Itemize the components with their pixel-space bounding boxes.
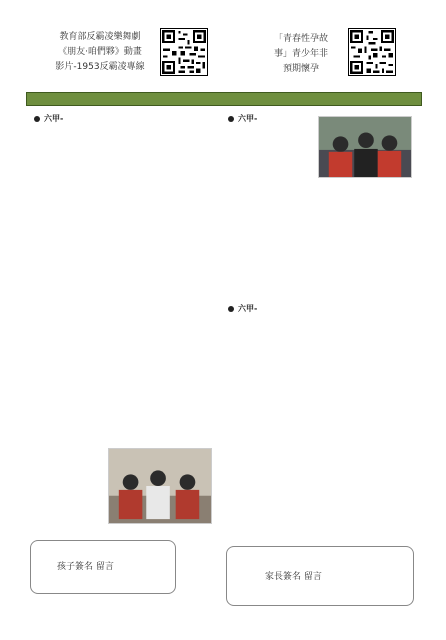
- bullet-icon: [34, 116, 40, 122]
- qr-code: [160, 28, 208, 76]
- section-heading-text: 六甲-: [238, 114, 258, 123]
- qr-caption-left-line: 教育部反霸凌樂舞劇: [59, 32, 141, 42]
- students-group-photo: [108, 448, 212, 524]
- section-body: [228, 316, 414, 534]
- qr-caption-right-line: 「青春性孕故: [273, 34, 328, 44]
- parent-signature-box[interactable]: [226, 546, 414, 606]
- students-photo: [318, 116, 412, 178]
- section-heading-text: 六甲-: [44, 114, 64, 123]
- section-heading: [228, 114, 257, 124]
- section-heading: [228, 304, 257, 314]
- qr-code: [348, 28, 396, 76]
- article-banner: [26, 92, 422, 106]
- child-signature-label: 孩子簽名 留言: [57, 562, 114, 572]
- bullet-icon: [228, 116, 234, 122]
- bullet-icon: [228, 306, 234, 312]
- parent-signature-label: 家長簽名 留言: [265, 572, 322, 582]
- qr-caption-right-line: 事」青少年非: [273, 49, 328, 59]
- qr-caption-right: [266, 32, 336, 77]
- section-heading-text: 六甲-: [238, 304, 258, 313]
- qr-caption-left-line: 影片-1953反霸凌專線: [55, 62, 145, 72]
- qr-caption-left: [48, 30, 152, 75]
- qr-caption-left-line: 《朋友‧咱們夥》動畫: [58, 47, 142, 57]
- qr-caption-right-line: 預期懷孕: [282, 64, 319, 74]
- section-body: [34, 126, 220, 444]
- child-signature-box[interactable]: [30, 540, 176, 594]
- section-heading: [34, 114, 63, 124]
